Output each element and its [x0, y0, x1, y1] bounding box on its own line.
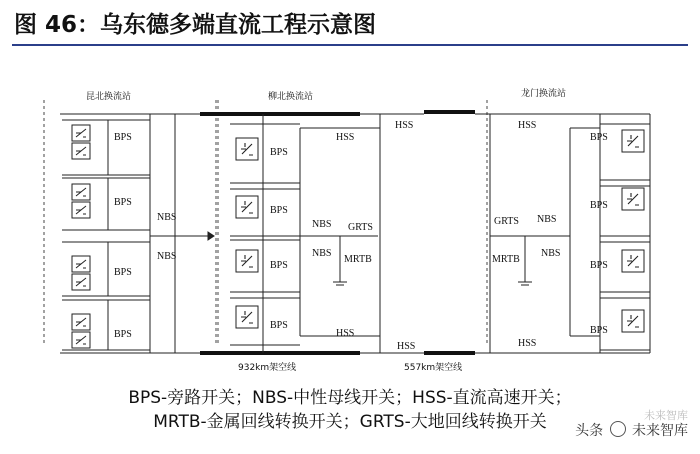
station-longmen: 龙门换流站 — [521, 89, 567, 99]
label-hss-liubei-2: HSS — [336, 328, 355, 339]
label-hss-longmen-2: HSS — [518, 338, 537, 349]
label-nbs-longmen-1: NBS — [537, 214, 557, 225]
label-bps-longmen-4: BPS — [590, 325, 608, 336]
label-nbs-liubei-2: NBS — [312, 248, 332, 259]
figure-title: 图 46：乌东德多端直流工程示意图 — [14, 12, 377, 38]
label-bps-liubei-4: BPS — [270, 320, 288, 331]
label-nbs-kunbei-2: NBS — [157, 251, 177, 262]
watermark-name: 未来智库 — [632, 423, 688, 439]
station-kunbei: 昆北换流站 — [86, 92, 132, 102]
label-grts-longmen: GRTS — [494, 216, 519, 227]
watermark — [575, 409, 688, 440]
label-bps-longmen-1: BPS — [590, 132, 608, 143]
label-bps-kunbei-3: BPS — [114, 267, 132, 278]
label-557km-line: 557km架空线 — [404, 363, 463, 373]
label-hss-line-1: HSS — [395, 120, 414, 131]
label-bps-kunbei-1: BPS — [114, 132, 132, 143]
watermark-ghost-text: 未来智库 — [644, 409, 688, 422]
label-bps-liubei-3: BPS — [270, 260, 288, 271]
station-boundaries — [44, 100, 487, 345]
label-bps-liubei-2: BPS — [270, 205, 288, 216]
longmen-converters — [622, 130, 644, 332]
kunbei-converters — [72, 125, 90, 348]
label-bps-liubei-1: BPS — [270, 147, 288, 158]
station-liubei: 柳北换流站 — [268, 92, 314, 102]
at-icon — [610, 421, 626, 437]
label-mrtb-liubei: MRTB — [344, 254, 372, 265]
label-932km-line: 932km架空线 — [238, 363, 297, 373]
label-bps-longmen-3: BPS — [590, 260, 608, 271]
label-bps-kunbei-4: BPS — [114, 329, 132, 340]
label-bps-kunbei-2: BPS — [114, 197, 132, 208]
label-hss-longmen-1: HSS — [518, 120, 537, 131]
label-nbs-longmen-2: NBS — [541, 248, 561, 259]
label-hss-liubei-1: HSS — [336, 132, 355, 143]
label-bps-longmen-2: BPS — [590, 200, 608, 211]
label-mrtb-longmen: MRTB — [492, 254, 520, 265]
legend-line-2: MRTB-金属回线转换开关；GRTS-大地回线转换开关 — [153, 412, 547, 432]
label-nbs-kunbei-1: NBS — [157, 212, 177, 223]
watermark-prefix: 头条 — [575, 423, 604, 439]
label-nbs-liubei-1: NBS — [312, 219, 332, 230]
label-grts-liubei: GRTS — [348, 222, 373, 233]
bus-wiring — [60, 114, 650, 353]
liubei-converters — [236, 138, 258, 328]
legend-line-1: BPS-旁路开关；NBS-中性母线开关；HSS-直流高速开关； — [128, 388, 572, 408]
label-hss-line-2: HSS — [397, 341, 416, 352]
